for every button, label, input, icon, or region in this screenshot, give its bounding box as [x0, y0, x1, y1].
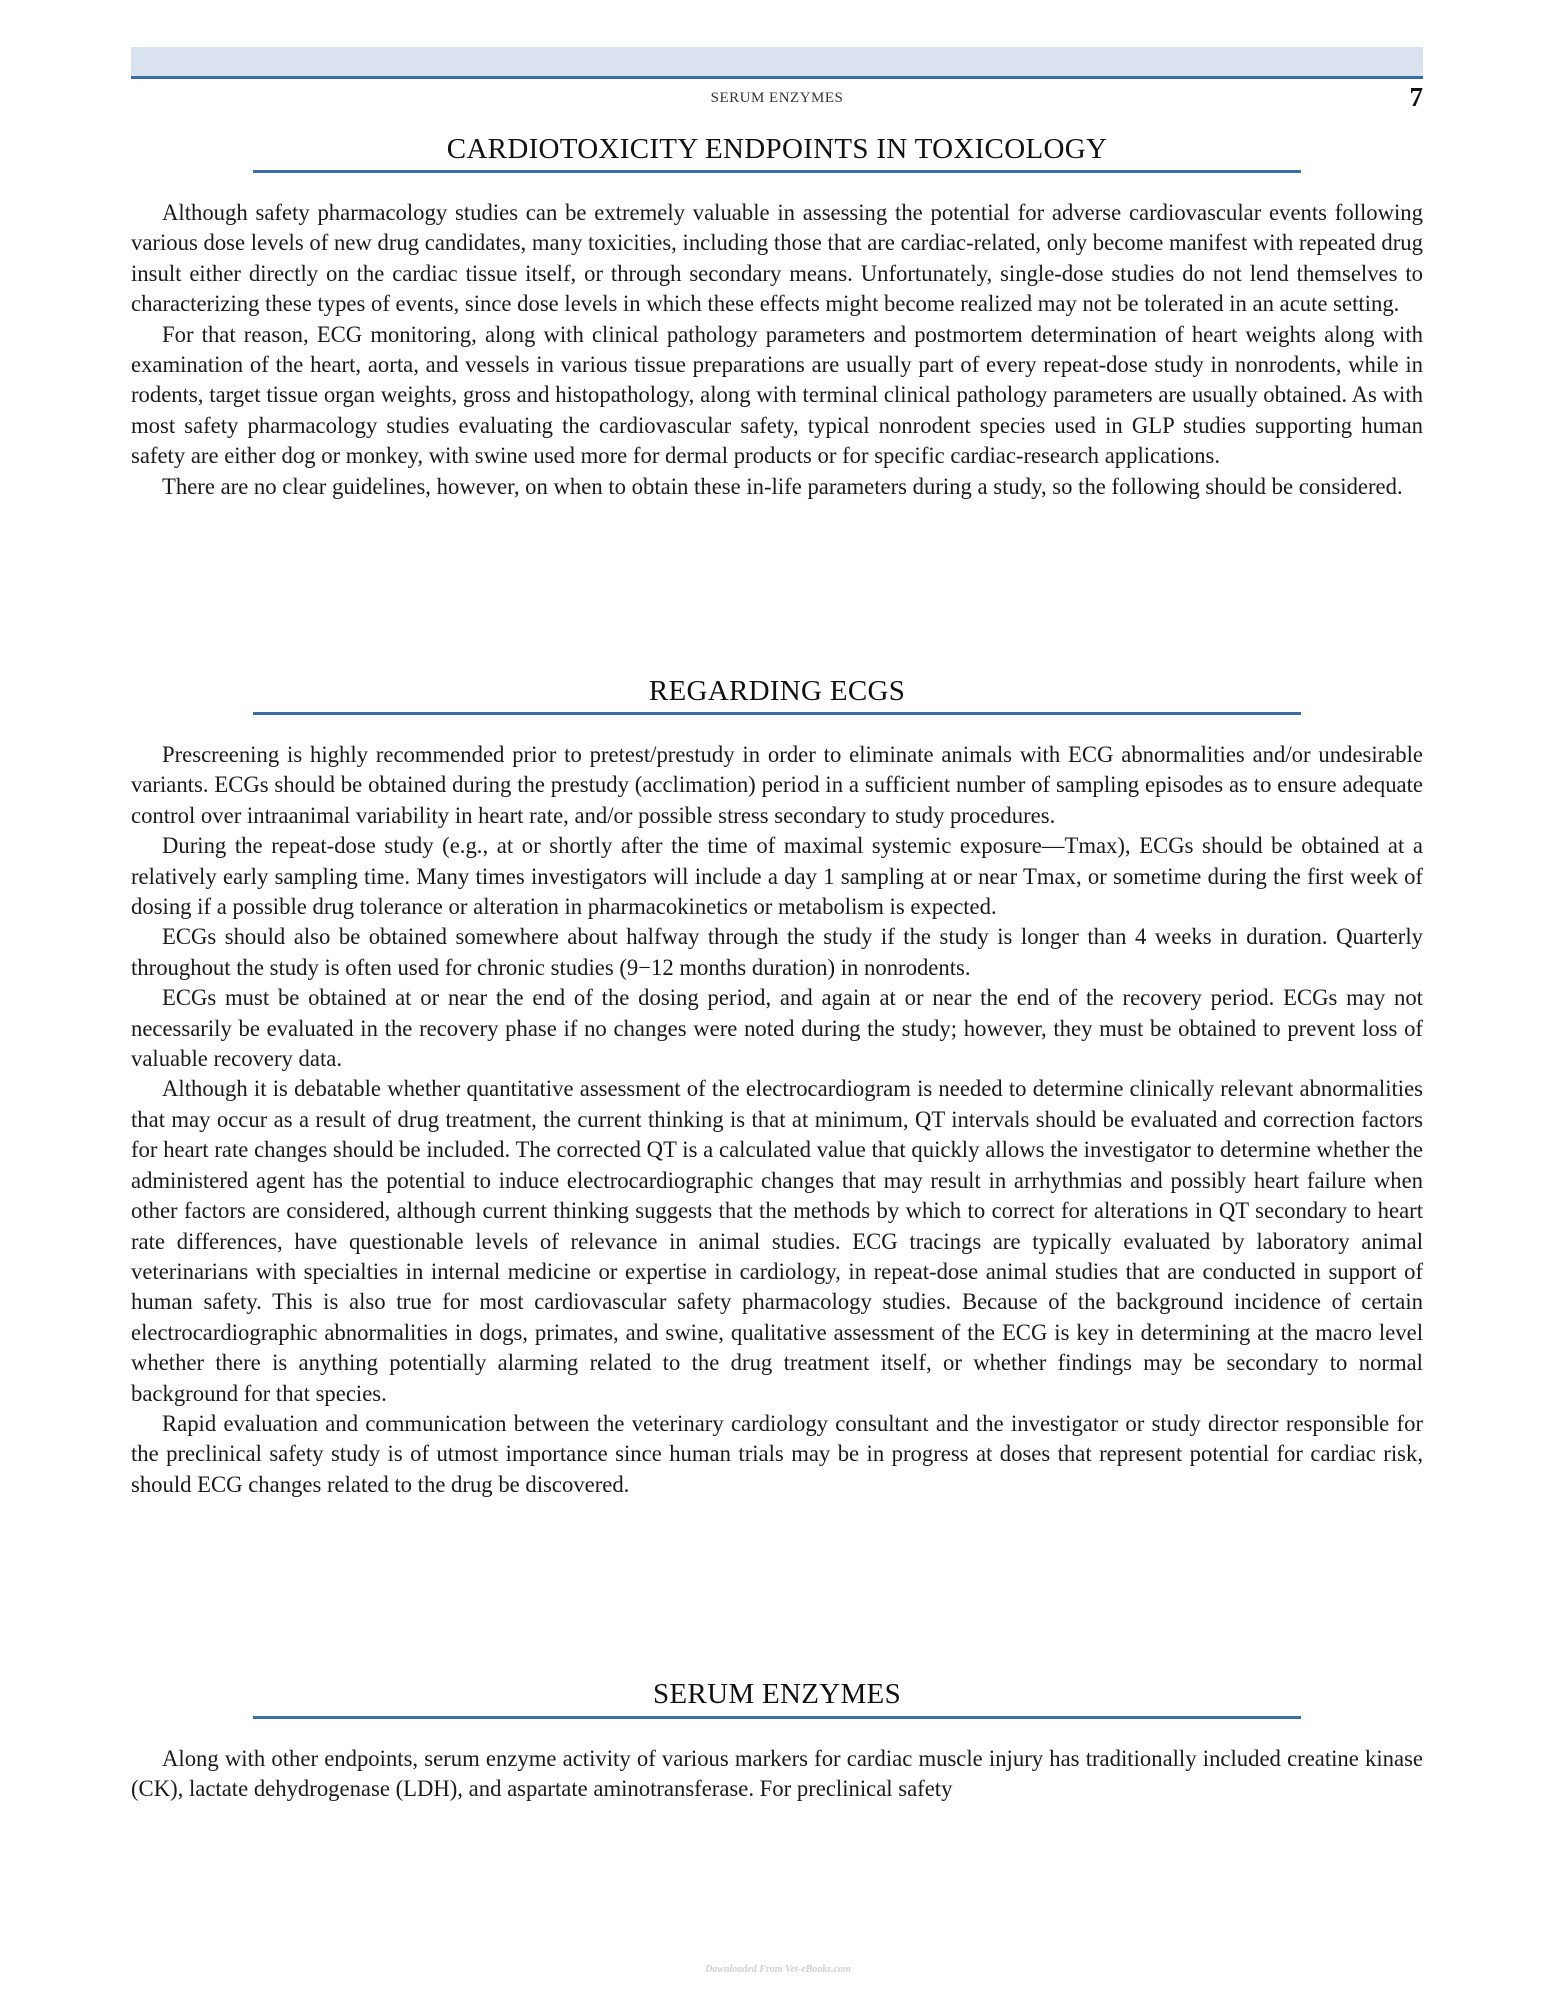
section-body-serum-enzymes — [131, 1744, 1423, 1805]
section-rule — [253, 170, 1301, 173]
running-head: SERUM ENZYMES — [710, 90, 844, 106]
section-title-regarding-ecgs: REGARDING ECGS — [648, 675, 906, 707]
paragraph: There are no clear guidelines, however, on when to obtain these in-life parameters during a study, so the following should be considered. — [162, 473, 1403, 499]
paragraph: ECGs must be obtained at or near the end of the dosing period, and again at or near the end of the recovery period. ECGs may not necessarily be evaluated in the recovery phase if no changes were noted during the study; however, they must be obtained to prevent loss of valuable recovery data. — [131, 985, 1423, 1072]
section-body-regarding-ecgs — [131, 740, 1423, 1500]
paragraph: During the repeat-dose study (e.g., at or shortly after the time of maximal systemic exposure—Tmax), ECGs should be obtained at a relatively early sampling time. Many times investigators will include a day 1 sampling at or near Tmax, or sometime during the first week of dosing if a possible drug tolerance or alteration in pharmacokinetics or metabolism is expected. — [131, 833, 1423, 920]
paragraph: Rapid evaluation and communication between the veterinary cardiology consultant and the investigator or study director responsible for the preclinical safety study is of utmost importance since human trials may be in progress at doses that represent potential for cardiac risk, should ECG changes related to the drug be discovered. — [131, 1410, 1423, 1497]
header-rule — [131, 76, 1423, 79]
paragraph: Although it is debatable whether quantitative assessment of the electrocardiogram is needed to determine clinically relevant abnormalities that may occur as a result of drug treatment, the current thinking is that at minimum, QT intervals should be evaluated and correction factors for heart rate changes should be included. The corrected QT is a calculated value that quickly allows the investigator to determine whether the administered agent has the potential to induce electrocardiographic changes that may result in arrhythmias and possibly heart failure when other factors are considered, although current thinking suggests that the methods by which to correct for alterations in QT secondary to heart rate differences, have questionable levels of relevance in animal studies. ECG tracings are typically evaluated by laboratory animal veterinarians with specialties in internal medicine or expertise in cardiology, in repeat-dose animal studies that are conducted in support of human safety. This is also true for most cardiovascular safety pharmacology studies. Because of the background incidence of certain electrocardiographic abnormalities in dogs, primates, and swine, qualitative assessment of the ECG is key in determining at the macro level whether there is anything potentially alarming related to the drug treatment itself, or whether findings may be secondary to normal background for that species. — [131, 1076, 1423, 1406]
header-band — [131, 47, 1423, 76]
section-rule — [253, 712, 1301, 715]
section-title-cardiotoxicity: CARDIOTOXICITY ENDPOINTS IN TOXICOLOGY — [446, 133, 1108, 165]
section-title-serum-enzymes: SERUM ENZYMES — [652, 1678, 901, 1710]
page-number: 7 — [1409, 82, 1423, 112]
footer-watermark: Downloaded From Vet-eBooks.com — [705, 1964, 851, 1975]
section-rule — [253, 1716, 1301, 1719]
paragraph: Prescreening is highly recommended prior to pretest/prestudy in order to eliminate animals with ECG abnormalities and/or undesirable variants. ECGs should be obtained during the prestudy (acclimation) period in a sufficient number of sampling episodes as to ensure adequate control over intraanimal variability in heart rate, and/or possible stress secondary to study procedures. — [131, 742, 1423, 828]
paragraph: Although safety pharmacology studies can be extremely valuable in assessing the potential for adverse cardiovascular events following various dose levels of new drug candidates, many toxicities, including those that are cardiac-related, only become manifest with repeated drug insult either directly on the cardiac tissue itself, or through secondary means. Unfortunately, single-dose studies do not lend themselves to characterizing these types of events, since dose levels in which these effects might become realized may not be tolerated in an acute setting. — [131, 200, 1423, 317]
paragraph: ECGs should also be obtained somewhere about halfway through the study if the study is longer than 4 weeks in duration. Quarterly throughout the study is often used for chronic studies (9−12 months duration) in nonrodents. — [131, 924, 1423, 980]
paragraph: For that reason, ECG monitoring, along with clinical pathology parameters and postmortem determination of heart weights along with examination of the heart, aorta, and vessels in various tissue preparations are usually part of every repeat-dose study in nonrodents, while in rodents, target tissue organ weights, gross and histopathology, along with terminal clinical pathology parameters are usually obtained. As with most safety pharmacology studies evaluating the cardiovascular safety, typical nonrodent species used in GLP studies supporting human safety are either dog or monkey, with swine used more for dermal products or for specific cardiac-research applications. — [131, 321, 1423, 469]
section-body-cardiotoxicity — [131, 198, 1423, 502]
paragraph: Along with other endpoints, serum enzyme activity of various markers for cardiac muscle injury has traditionally included creatine kinase (CK), lactate dehydrogenase (LDH), and aspartate aminotransferase. For preclinical safety — [131, 1746, 1423, 1802]
